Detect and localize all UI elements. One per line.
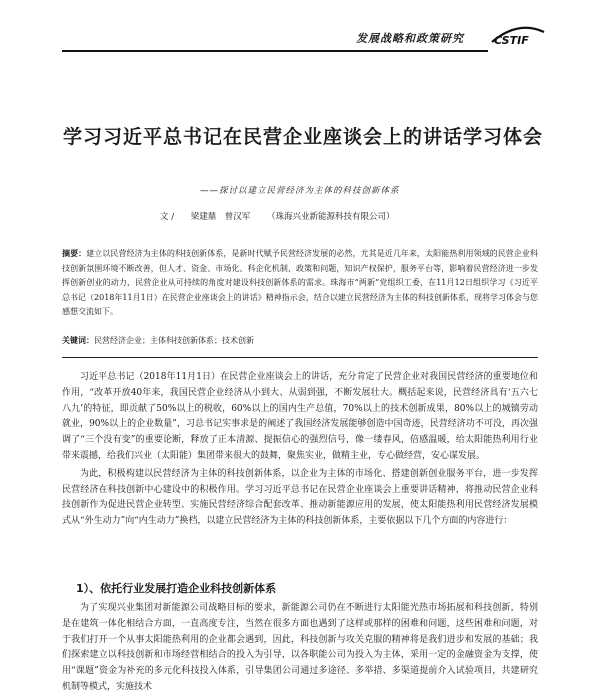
keywords-rule bbox=[62, 357, 538, 358]
paragraph: 为此，积极构建以民营经济为主体的科技创新体系，以企业为主体的市场化、搭建创新创业服务平台，进一步发挥民营经济在科技创新中心建设中的积极作用。学习习近平总书记在民营企业座谈会上重要讲话精神，将推动民营企业科技创新作为促进民营企业转型、实施民营经济综合配套改革、推动新能源应用的发展，使太阳能热利用民营经济发展模式从“外生动力”向“内生动力”换档，以建立民营经济为主体的科技创新体系，主要依据以下几个方面的内容进行： bbox=[62, 468, 538, 527]
header-rule bbox=[62, 50, 488, 52]
byline-prefix: 文 / bbox=[160, 212, 175, 222]
byline bbox=[160, 210, 520, 222]
article-title: 学习习近平总书记在民营企业座谈会上的讲话学习体会 bbox=[62, 126, 543, 148]
article-subtitle: ——探讨以建立民营经济为主体的科技创新体系 bbox=[200, 186, 400, 196]
abstract bbox=[62, 246, 538, 320]
section-title: 发展战略和政策研究 bbox=[356, 32, 464, 45]
logo-text: CSTIF bbox=[494, 34, 529, 47]
journal-logo bbox=[488, 22, 548, 48]
paragraph: 为了实现兴业集团对新能源公司战略目标的要求，新能源公司仍在不断进行太阳能光热市场拓展和科技创新，特别是在建筑一体化相结合方面，一直高度专注，当然在很多方面也遇到了这样或那样的困难和问题，这些困难和问题，对于我们打开一个从事太阳能热利用的企业都会遇到，因此，科技创新与攻关克服的精神将是我们进步和发展的基础；我们探索建立以科技创新和市场经营相结合的投入为引导，以各职能公司为投入为主体，采用一定的金融资金为支撑，使用“课题”资金为补充的多元化科技投入体系，引导集团公司通过多途径、多举措、多渠道提前介入试验项目，共建研究机制等模式，实施技术 bbox=[62, 603, 538, 692]
body-text bbox=[62, 370, 538, 530]
abstract-label: 摘要： bbox=[62, 248, 87, 258]
page-header bbox=[62, 28, 542, 48]
section-body-text bbox=[62, 601, 538, 696]
abstract-text: 建立以民营经济为主体的科技创新体系，是新时代赋予民营经济发展的必然，尤其是近几年来，太阳能热利用领域的民营企业科技创新氛围环境不断改善，但人才、资金、市场化、科企化机制、政策和问题，知识产权保护，服务平台等，影响着民营经济进一步发挥创新创业的动力，民营企业从可持续的角度对建设科技创新体系的需求。珠海市“两新”党组织工委，在11月12日组织学习《习近平总书记（2018年11月1日）在民营企业座谈会上的讲话》精神指示会，结合以建立民营经济为主体的科技创新体系，现将学习体会与您感想交流如下。 bbox=[62, 249, 539, 316]
section-heading: 1）、依托行业发展打造企业科技创新体系 bbox=[76, 582, 277, 595]
keywords-label: 关键词： bbox=[62, 335, 94, 345]
paragraph: 习近平总书记（2018年11月1日）在民营企业座谈会上的讲话，充分肯定了民营企业对我国民营经济的重要地位和作用，“改革开放40年来，我国民营企业经济从小到大、从弱到强，不断发展壮大。概括起来说，民营经济具有‘五六七八九’的特征，即贡献了50%以上的税收，60%以上的国内生产总值，70%以上的技术创新成果，80%以上的城镇劳动就业，90%以上的企业数量”，习总书记实事求是的阐述了我国经济发展能够创造中国奇迹，民营经济功不可没，再次强调了“三个没有变”的重要论断，释放了正本清源、提振信心的强烈信号，像一缕春风，倍感温暖，给太阳能热利用行业带来震撼，给我们兴业（太阳能）集团带来很大的鼓舞，聚焦实业，做精主业，专心做经营，安心谋发展。 bbox=[62, 372, 538, 461]
byline-authors: 梁建鼎 曾汉军 bbox=[190, 212, 251, 222]
byline-affiliation: （珠海兴业新能源科技有限公司） bbox=[267, 212, 395, 222]
keywords bbox=[62, 335, 538, 346]
keywords-text: 民营经济企业；主体科技创新体系；技术创新 bbox=[94, 336, 254, 345]
